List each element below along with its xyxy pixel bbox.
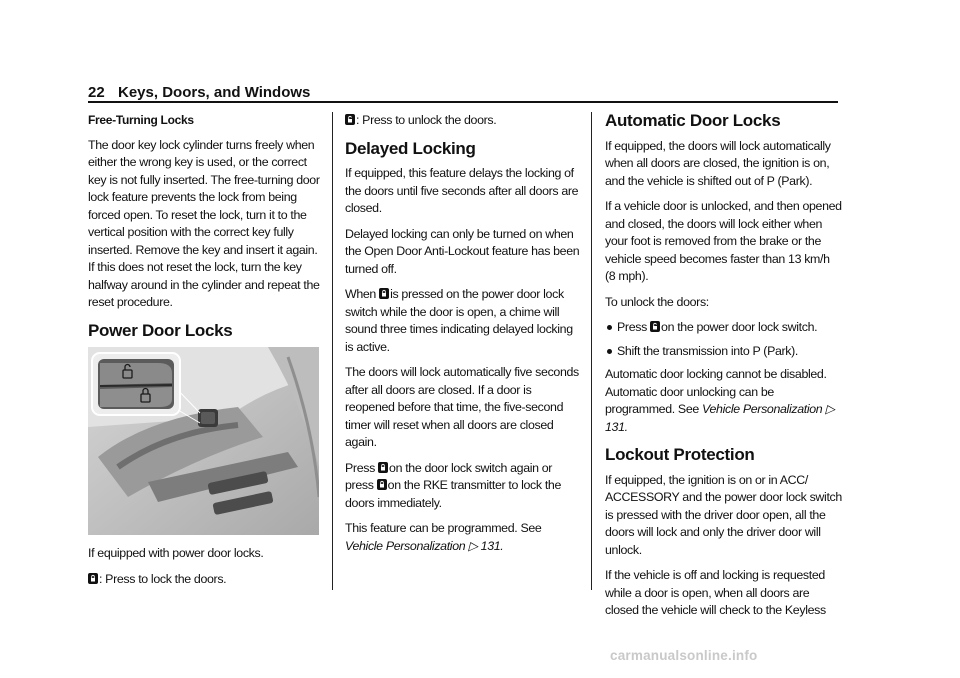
list-item xyxy=(605,319,843,337)
text-segment: on the door lock switch again or press xyxy=(345,460,553,492)
page-reference[interactable]: ▷ 131. xyxy=(605,402,835,434)
delayed-paragraph-6 xyxy=(345,520,580,555)
padlock-closed-icon xyxy=(378,462,388,473)
delayed-locking-heading: Delayed Locking xyxy=(345,138,476,158)
text-segment: This feature can be programmed. See xyxy=(345,521,542,535)
lockout-protection-heading: Lockout Protection xyxy=(605,445,755,464)
column-divider-2 xyxy=(591,112,592,590)
free-turning-heading: Free-Turning Locks xyxy=(88,113,194,127)
column-1 xyxy=(88,112,322,596)
delayed-paragraph-3 xyxy=(345,286,580,356)
auto-paragraph-3: To unlock the doors: xyxy=(605,294,709,309)
header-rule xyxy=(88,101,838,103)
vehicle-personalization-link[interactable]: Vehicle Personalization xyxy=(345,538,466,553)
text-segment: on the power door lock switch. xyxy=(661,320,818,334)
text-segment: Automatic door locking cannot be disabled. Automatic door unlocking can be programmed. See xyxy=(605,367,827,416)
padlock-open-icon xyxy=(345,114,355,125)
text-segment: When xyxy=(345,287,376,301)
lock-button-description xyxy=(88,571,322,589)
padlock-closed-icon xyxy=(379,288,389,299)
lock-desc-text: : Press to lock the doors. xyxy=(99,571,227,586)
unlock-desc-text: : Press to unlock the doors. xyxy=(356,113,497,127)
automatic-door-locks-heading: Automatic Door Locks xyxy=(605,111,781,130)
padlock-closed-icon xyxy=(88,573,98,584)
column-3 xyxy=(605,112,843,628)
section-title: Keys, Doors, and Windows xyxy=(118,84,311,101)
text-segment: Press xyxy=(345,460,375,475)
auto-paragraph-2: If a vehicle door is unlocked, and then opened and closed, the doors will lock either when your foot is removed from the brake or the vehicle speed becomes faster than 13 km/h (8 mph). xyxy=(605,199,842,283)
lockout-paragraph-2: If the vehicle is off and locking is requested while a door is open, when all doors are closed the vehicle will check to the Keyless xyxy=(605,568,826,617)
free-turning-paragraph: The door key lock cylinder turns freely when either the wrong key is used, or the correct key is not fully inserted. The free-turning door lock feature prevents the lock from being forced open. To reset the lock, turn it to the vertical position with the correct key fully inserted. Remove the key and insert it again. If this does not reset the lock, turn the key halfway around in the cylinder and repeat the reset procedure. xyxy=(88,137,320,309)
delayed-paragraph-5 xyxy=(345,460,580,513)
column-2 xyxy=(345,112,580,563)
lockout-paragraph-1: If equipped, the ignition is on or in ACC/ ACCESSORY and the power door lock switch is pressed with the driver door open, all the doors will lock and only the driver door will unlock. xyxy=(605,472,842,557)
list-item: Shift the transmission into P (Park). xyxy=(605,343,843,361)
power-door-locks-heading: Power Door Locks xyxy=(88,320,233,340)
text-segment: Press xyxy=(617,320,647,334)
vehicle-personalization-link[interactable]: Vehicle Personalization xyxy=(702,402,823,416)
column-divider-1 xyxy=(332,112,333,590)
padlock-open-icon xyxy=(650,321,660,332)
padlock-closed-icon xyxy=(377,479,387,490)
auto-paragraph-1: If equipped, the doors will lock automatically when all doors are closed, the ignition is on, and the vehicle is shifted out of P (Park). xyxy=(605,138,831,188)
unlock-button-description xyxy=(345,112,580,130)
if-equipped-text: If equipped with power door locks. xyxy=(88,546,264,560)
power-door-lock-switch-figure xyxy=(88,347,319,535)
delayed-paragraph-4: The doors will lock automatically five seconds after all doors are closed. If a door is reopened before that time, the five-second timer will reset when all doors are closed again. xyxy=(345,365,579,449)
page-number: 22 xyxy=(88,84,105,101)
auto-paragraph-4 xyxy=(605,366,843,436)
page-reference[interactable]: ▷ 131. xyxy=(468,538,504,553)
delayed-paragraph-2: Delayed locking can only be turned on when the Open Door Anti-Lockout feature has been turned off. xyxy=(345,226,580,276)
text-segment: on the RKE transmitter to lock the doors immediately. xyxy=(345,478,562,510)
text-segment: is pressed on the power door lock switch while the door is open, a chime will sound three times indicating delayed locking is active. xyxy=(345,287,573,354)
watermark: carmanualsonline.info xyxy=(610,648,758,663)
delayed-paragraph-1: If equipped, this feature delays the locking of the doors until five seconds after all doors are closed. xyxy=(345,166,579,215)
